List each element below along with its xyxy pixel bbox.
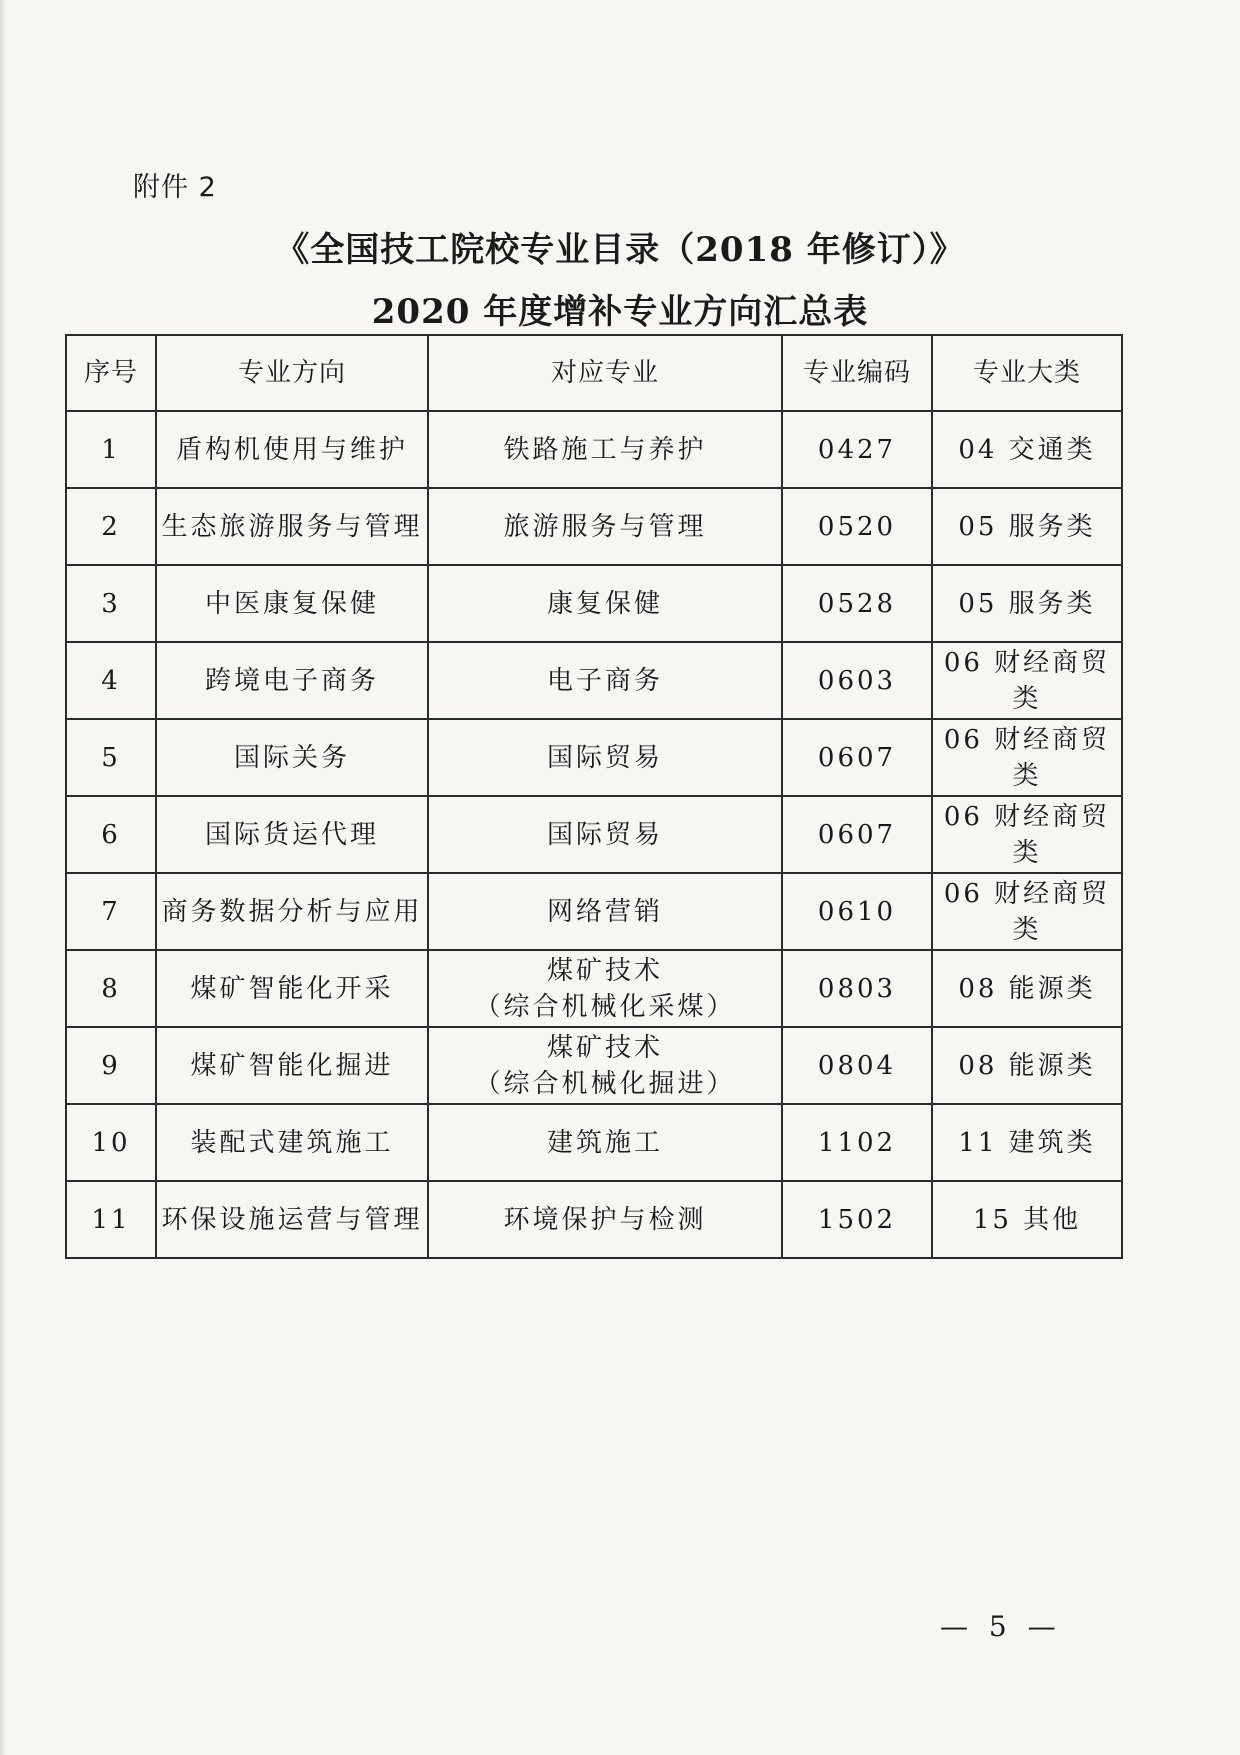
- cell-direction: 装配式建筑施工: [156, 1104, 428, 1181]
- page-number: — 5 —: [940, 1610, 1062, 1643]
- cell-major: [428, 488, 782, 565]
- cell-no: 3: [66, 565, 156, 642]
- cell-code: 0528: [782, 565, 932, 642]
- cell-direction: 环保设施运营与管理: [156, 1181, 428, 1258]
- cell-major: [428, 1027, 782, 1104]
- cell-category: 06 财经商贸类: [932, 796, 1122, 873]
- cell-major: [428, 1104, 782, 1181]
- major-line: 建筑施工: [546, 1127, 663, 1158]
- table-row: [66, 1181, 1122, 1258]
- major-line: 电子商务: [546, 665, 663, 696]
- cell-category: 15 其他: [932, 1181, 1122, 1258]
- table-body: [66, 411, 1122, 1258]
- cell-no: 1: [66, 411, 156, 488]
- major-line: 环境保护与检测: [503, 1204, 707, 1235]
- cell-code: 0803: [782, 950, 932, 1027]
- table-row: [66, 565, 1122, 642]
- cell-no: 4: [66, 642, 156, 719]
- table-row: [66, 719, 1122, 796]
- cell-code: 0603: [782, 642, 932, 719]
- cell-major: [428, 642, 782, 719]
- cell-no: 5: [66, 719, 156, 796]
- cell-direction: 中医康复保健: [156, 565, 428, 642]
- table-row: [66, 1104, 1122, 1181]
- cell-category: 08 能源类: [932, 1027, 1122, 1104]
- table-row: [66, 950, 1122, 1027]
- cell-direction: 国际货运代理: [156, 796, 428, 873]
- table-row: [66, 1027, 1122, 1104]
- cell-direction: 跨境电子商务: [156, 642, 428, 719]
- cell-major: [428, 950, 782, 1027]
- cell-direction: 商务数据分析与应用: [156, 873, 428, 950]
- cell-code: 0607: [782, 796, 932, 873]
- cell-code: 1502: [782, 1181, 932, 1258]
- cell-major: [428, 719, 782, 796]
- table-row: [66, 642, 1122, 719]
- cell-no: 6: [66, 796, 156, 873]
- summary-table: [65, 334, 1123, 1259]
- cell-category: 11 建筑类: [932, 1104, 1122, 1181]
- cell-direction: 盾构机使用与维护: [156, 411, 428, 488]
- cell-code: 1102: [782, 1104, 932, 1181]
- major-line: 铁路施工与养护: [503, 434, 707, 465]
- attachment-label: 附件 2: [133, 172, 217, 203]
- cell-major: [428, 1181, 782, 1258]
- cell-category: 04 交通类: [932, 411, 1122, 488]
- table-row: [66, 873, 1122, 950]
- header-no: 序号: [66, 335, 156, 411]
- cell-category: 06 财经商贸类: [932, 719, 1122, 796]
- major-line: 旅游服务与管理: [503, 511, 707, 542]
- cell-major: [428, 796, 782, 873]
- header-major: 对应专业: [428, 335, 782, 411]
- cell-category: 05 服务类: [932, 488, 1122, 565]
- major-line: （综合机械化采煤）: [474, 991, 736, 1022]
- cell-code: 0610: [782, 873, 932, 950]
- table-row: [66, 488, 1122, 565]
- table-header-row: [66, 335, 1122, 411]
- cell-category: 05 服务类: [932, 565, 1122, 642]
- major-line: 康复保健: [546, 588, 663, 619]
- cell-no: 7: [66, 873, 156, 950]
- cell-category: 06 财经商贸类: [932, 873, 1122, 950]
- major-line: 国际贸易: [546, 819, 663, 850]
- cell-major: [428, 411, 782, 488]
- cell-direction: 生态旅游服务与管理: [156, 488, 428, 565]
- cell-direction: 煤矿智能化开采: [156, 950, 428, 1027]
- cell-major: [428, 565, 782, 642]
- major-line: （综合机械化掘进）: [474, 1068, 736, 1099]
- major-line: 煤矿技术: [546, 955, 663, 986]
- cell-no: 11: [66, 1181, 156, 1258]
- cell-no: 8: [66, 950, 156, 1027]
- cell-no: 10: [66, 1104, 156, 1181]
- table-row: [66, 796, 1122, 873]
- cell-no: 9: [66, 1027, 156, 1104]
- document-title-line1: 《全国技工院校专业目录（2018 年修订）》: [275, 230, 965, 270]
- major-line: 国际贸易: [546, 742, 663, 773]
- cell-direction: 国际关务: [156, 719, 428, 796]
- table-row: [66, 411, 1122, 488]
- cell-no: 2: [66, 488, 156, 565]
- cell-code: 0804: [782, 1027, 932, 1104]
- cell-code: 0427: [782, 411, 932, 488]
- header-code: 专业编码: [782, 335, 932, 411]
- cell-direction: 煤矿智能化掘进: [156, 1027, 428, 1104]
- major-line: 网络营销: [546, 896, 663, 927]
- cell-code: 0607: [782, 719, 932, 796]
- header-category: 专业大类: [932, 335, 1122, 411]
- document-title-line2: 2020 年度增补专业方向汇总表: [371, 292, 869, 332]
- cell-category: 08 能源类: [932, 950, 1122, 1027]
- cell-code: 0520: [782, 488, 932, 565]
- header-direction: 专业方向: [156, 335, 428, 411]
- cell-major: [428, 873, 782, 950]
- major-line: 煤矿技术: [546, 1032, 663, 1063]
- cell-category: 06 财经商贸类: [932, 642, 1122, 719]
